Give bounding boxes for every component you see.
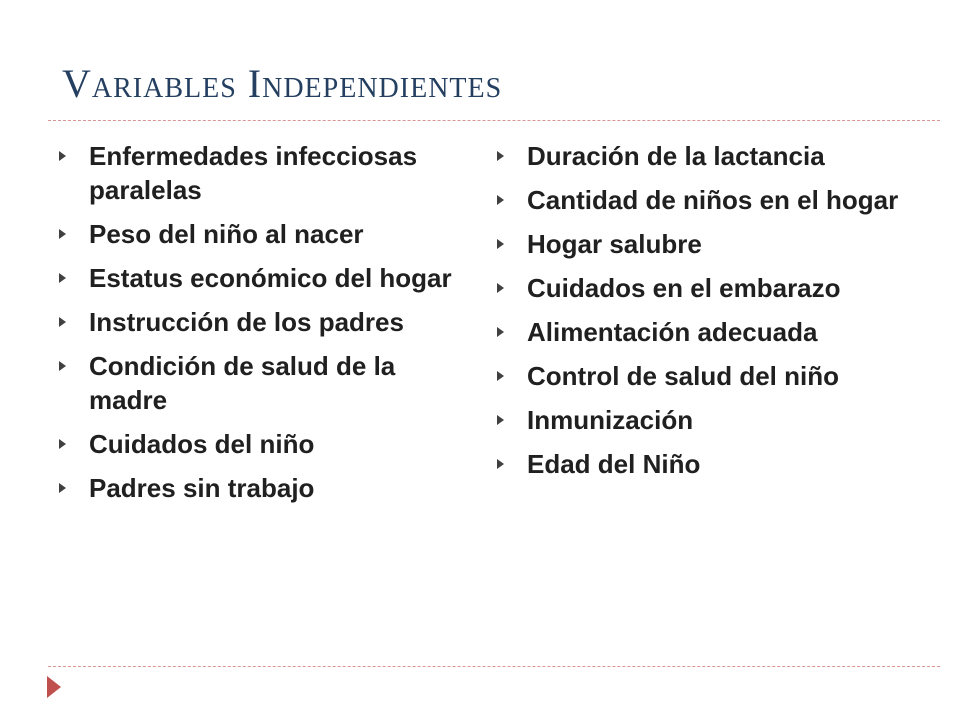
list-item	[494, 403, 914, 437]
list-item-label: Edad del Niño	[527, 449, 701, 479]
list-item-label: Estatus económico del hogar	[89, 263, 452, 293]
list-item	[56, 349, 466, 417]
list-item-label: Duración de la lactancia	[527, 141, 825, 171]
list-item-label: Control de salud del niño	[527, 361, 839, 391]
slide-title: Variables Independientes	[62, 61, 503, 106]
triangle-bullet-icon	[497, 415, 504, 425]
triangle-bullet-icon	[497, 327, 504, 337]
triangle-bullet-icon	[59, 151, 66, 161]
list-item-label: Alimentación adecuada	[527, 317, 818, 347]
triangle-bullet-icon	[59, 229, 66, 239]
list-item-label: Hogar salubre	[527, 229, 702, 259]
triangle-bullet-icon	[497, 239, 504, 249]
list-item	[494, 183, 914, 217]
triangle-bullet-icon	[59, 273, 66, 283]
list-item-label: Condición de salud de la madre	[89, 351, 396, 415]
list-item	[494, 227, 914, 261]
list-item-label: Cuidados del niño	[89, 429, 315, 459]
list-item	[56, 139, 466, 207]
list-item	[494, 315, 914, 349]
right-bullet-list	[494, 139, 914, 491]
triangle-bullet-icon	[59, 361, 66, 371]
triangle-bullet-icon	[497, 151, 504, 161]
list-item-label: Cuidados en el embarazo	[527, 273, 841, 303]
triangle-bullet-icon	[59, 439, 66, 449]
list-item	[494, 359, 914, 393]
list-item	[56, 305, 466, 339]
list-item-label: Instrucción de los padres	[89, 307, 404, 337]
list-item-label: Peso del niño al nacer	[89, 219, 364, 249]
footer-divider	[48, 666, 940, 667]
list-item-label: Inmunización	[527, 405, 694, 435]
list-item	[494, 271, 914, 305]
triangle-bullet-icon	[497, 371, 504, 381]
list-item	[56, 261, 466, 295]
triangle-bullet-icon	[59, 317, 66, 327]
triangle-bullet-icon	[497, 283, 504, 293]
triangle-bullet-icon	[59, 483, 66, 493]
title-divider	[48, 120, 940, 121]
list-item	[56, 427, 466, 461]
next-slide-arrow-icon[interactable]	[47, 676, 61, 698]
list-item	[56, 471, 466, 505]
list-item	[56, 217, 466, 251]
list-item-label: Padres sin trabajo	[89, 473, 315, 503]
left-bullet-list	[56, 139, 466, 515]
triangle-bullet-icon	[497, 459, 504, 469]
list-item-label: Enfermedades infecciosas paralelas	[89, 141, 418, 205]
triangle-bullet-icon	[497, 195, 504, 205]
list-item-label: Cantidad de niños en el hogar	[527, 185, 899, 215]
list-item	[494, 447, 914, 481]
list-item	[494, 139, 914, 173]
